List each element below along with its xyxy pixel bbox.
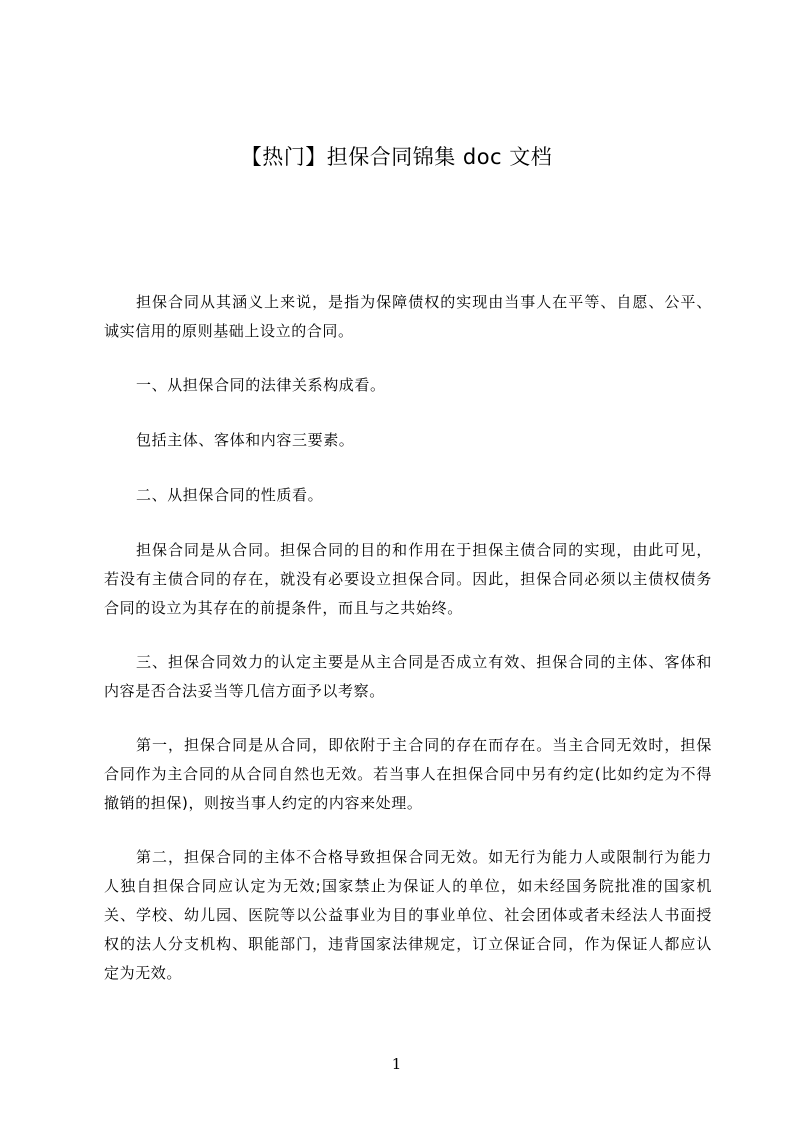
document-title: 【热门】担保合同锦集 doc 文档 <box>240 145 553 169</box>
page-number: 1 <box>391 1055 402 1073</box>
document-body <box>104 288 712 1013</box>
paragraph-section-one-heading: 一、从担保合同的法律关系构成看。 <box>136 376 386 394</box>
paragraph-point-two: 第二，担保合同的主体不合格导致担保合同无效。如无行为能力人或限制行为能力人独自担保合同应认定为无效;国家禁止为保证人的单位，如未经国务院批准的国家机关、学校、幼儿园、医院等以公益事业为目的事业单位、社会团体或者未经法人书面授权的法人分支机构、职能部门，违背国家法律规定，订立保证合同，作为保证人都应认定为无效。 <box>104 848 712 982</box>
paragraph-section-three: 三、担保合同效力的认定主要是从主合同是否成立有效、担保合同的主体、客体和内容是否合法妥当等几信方面予以考察。 <box>104 653 712 700</box>
paragraph-section-two-content: 担保合同是从合同。担保合同的目的和作用在于担保主债合同的实现，由此可见，若没有主债合同的存在，就没有必要设立担保合同。因此，担保合同必须以主债权债务合同的设立为其存在的前提条件，而且与之共始终。 <box>104 541 712 617</box>
paragraph-section-one-content: 包括主体、客体和内容三要素。 <box>136 431 355 449</box>
paragraph-point-one: 第一，担保合同是从合同，即依附于主合同的存在而存在。当主合同无效时，担保合同作为主合同的从合同自然也无效。若当事人在担保合同中另有约定(比如约定为不得撤销的担保)，则按当事人约定的内容来处理。 <box>104 736 712 812</box>
paragraph-section-two-heading: 二、从担保合同的性质看。 <box>136 486 324 504</box>
paragraph-intro: 担保合同从其涵义上来说，是指为保障债权的实现由当事人在平等、自愿、公平、诚实信用的原则基础上设立的合同。 <box>104 293 712 340</box>
